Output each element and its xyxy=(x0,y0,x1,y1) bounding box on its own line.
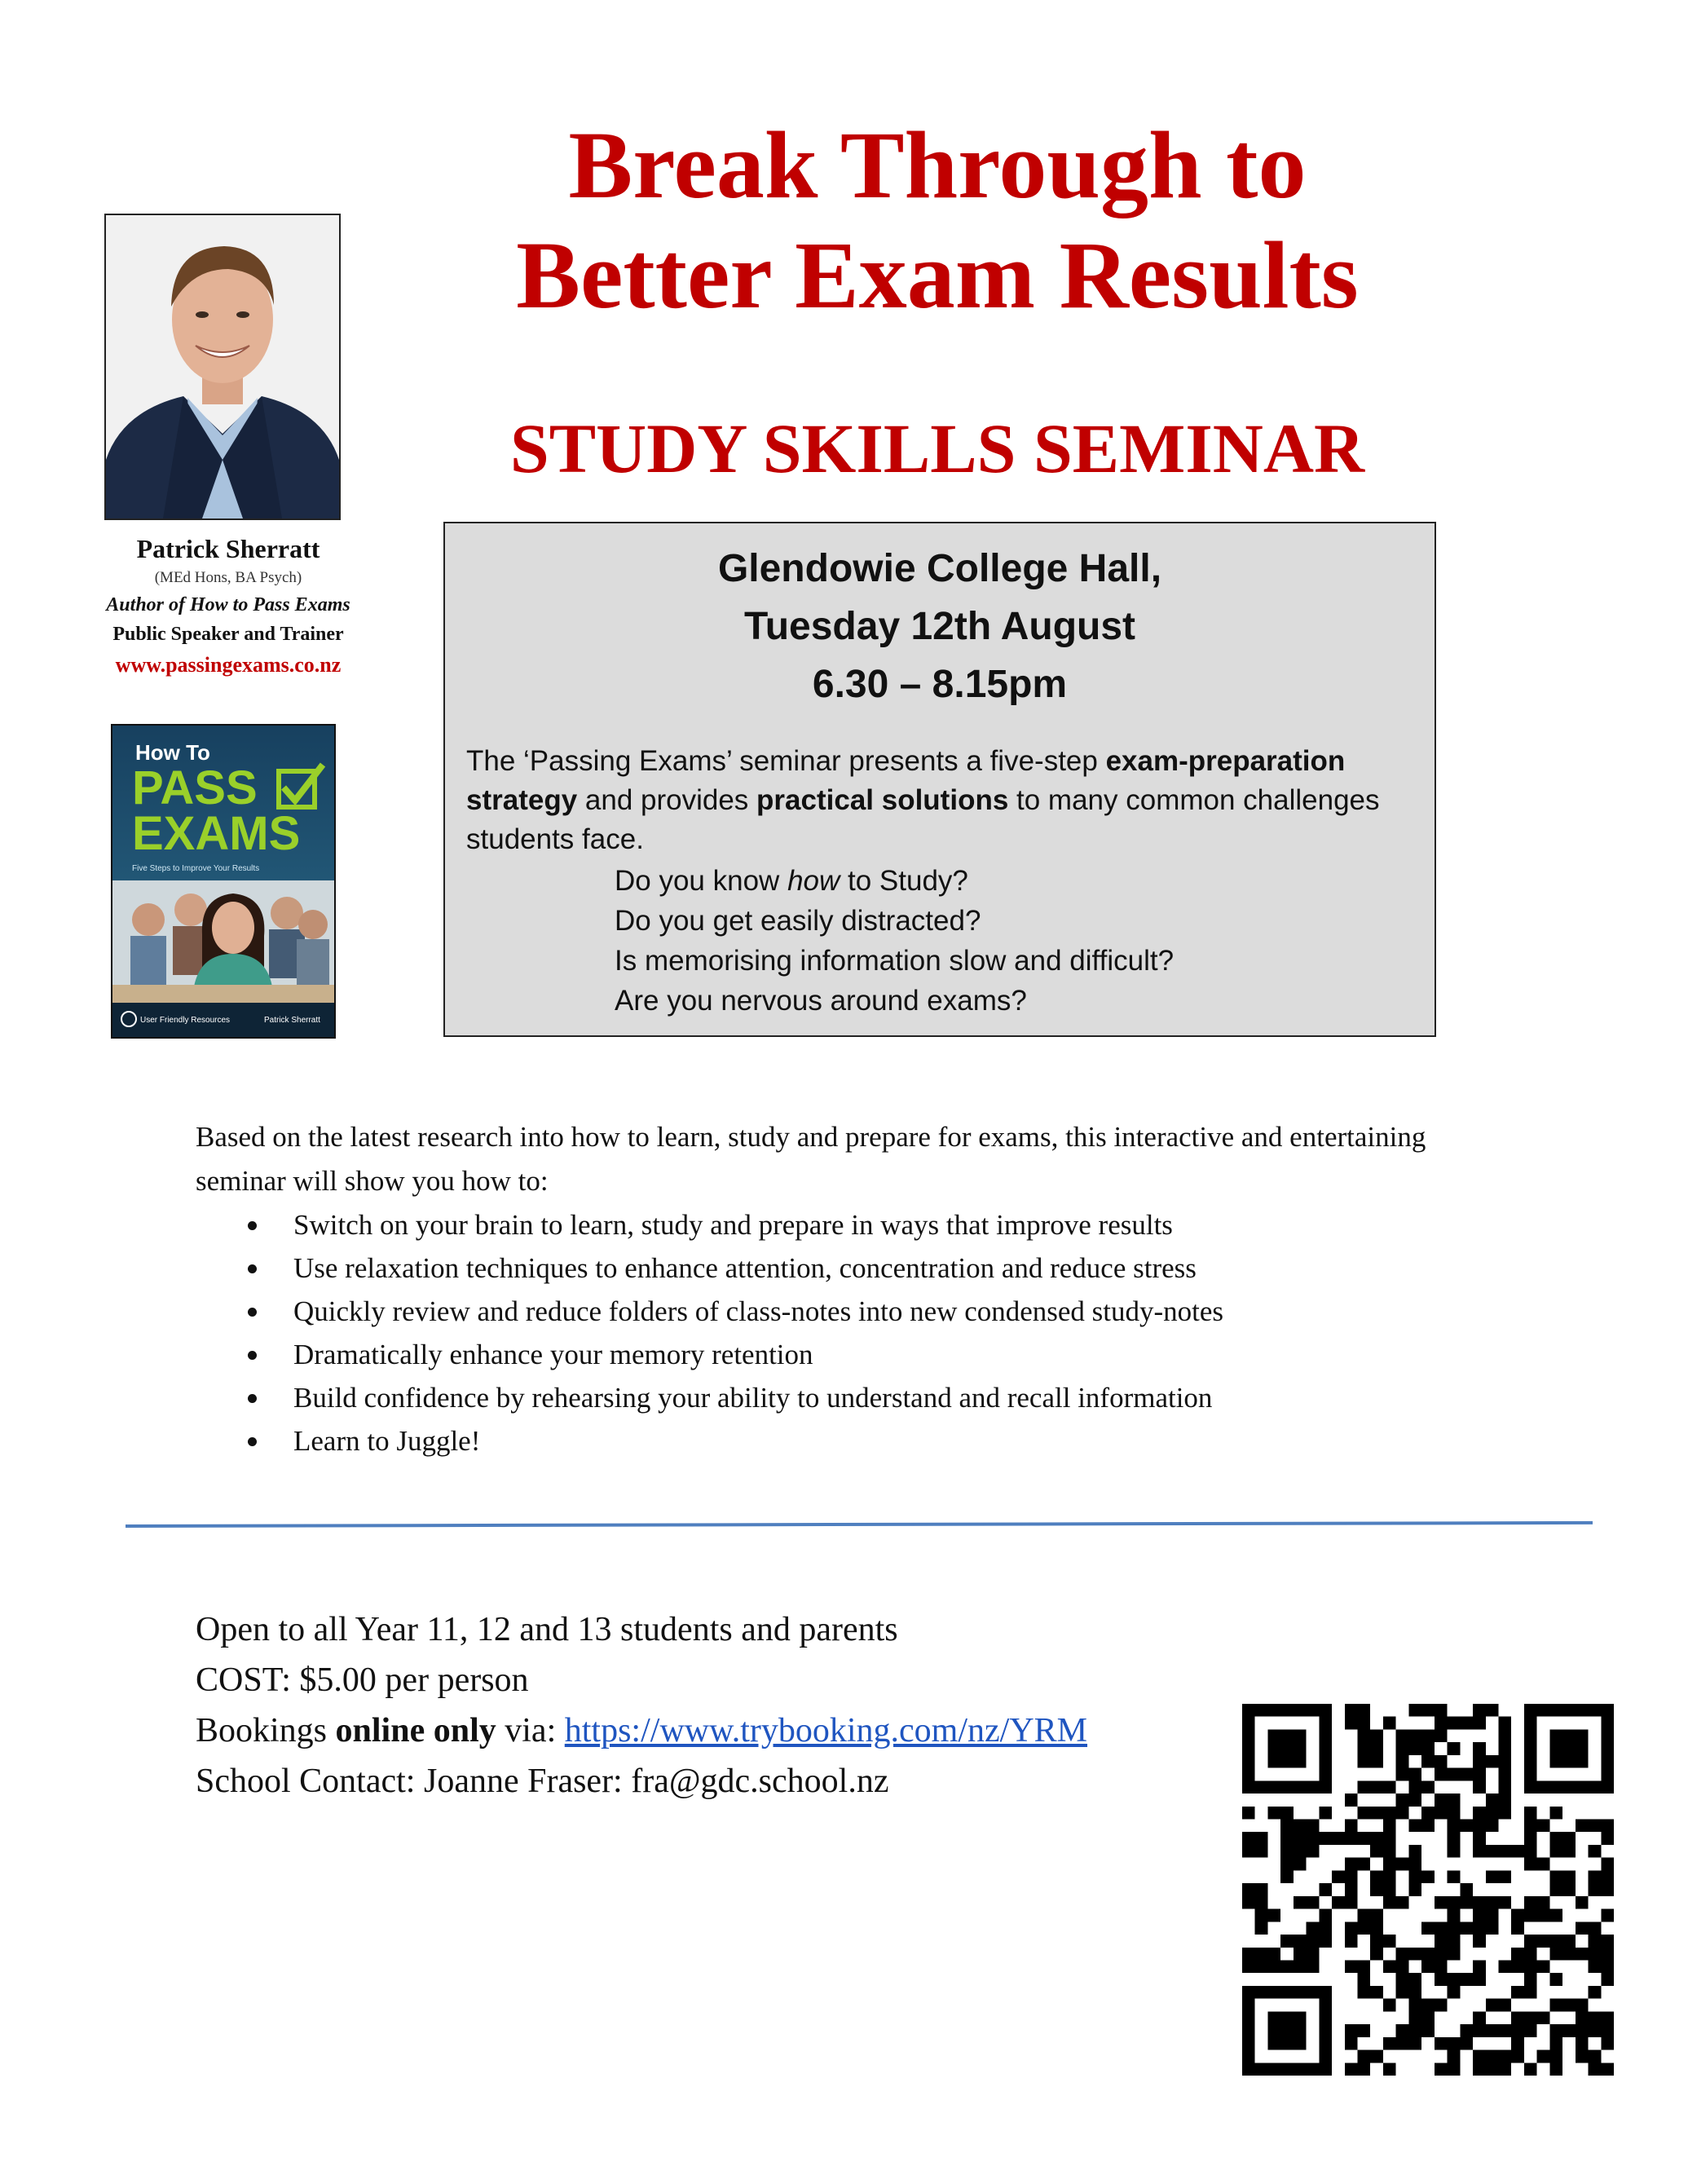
bookings-suffix: via: xyxy=(496,1712,565,1749)
question-emphasis: how xyxy=(787,865,840,897)
list-item xyxy=(196,1290,1500,1333)
question-text: to Study? xyxy=(840,865,968,897)
author-prefix: Author of xyxy=(106,594,190,615)
book-cover-author: Patrick Sherratt xyxy=(264,1016,320,1025)
desc-text-1: The ‘Passing Exams’ seminar presents a five-step xyxy=(466,745,1106,777)
list-item-text: Quickly review and reduce folders of class-notes into new condensed study-notes xyxy=(293,1295,1224,1327)
question-item: Do you get easily distracted? xyxy=(615,905,981,937)
qr-code-icon[interactable] xyxy=(1242,1704,1614,2076)
question-item: Are you nervous around exams? xyxy=(615,985,1027,1017)
subtitle: STUDY SKILLS SEMINAR xyxy=(509,409,1365,488)
desc-bold-2: practical solutions xyxy=(756,784,1009,816)
book-cover-tagline: Five Steps to Improve Your Results xyxy=(132,864,260,873)
booking-details xyxy=(196,1604,1087,1807)
bullet-icon xyxy=(248,1351,257,1360)
author-portrait-image xyxy=(106,215,339,518)
event-date: Tuesday 12th August xyxy=(743,605,1136,648)
list-item-text: Learn to Juggle! xyxy=(293,1425,481,1457)
bullet-icon xyxy=(248,1264,257,1273)
book-cover-image xyxy=(112,726,334,1037)
author-book-title: How to Pass Exams xyxy=(190,594,350,615)
book-cover-word2: EXAMS xyxy=(132,807,301,860)
question-text: Do you know xyxy=(615,865,788,897)
book-cover-top: How To xyxy=(135,740,210,765)
title-line-1: Break Through to xyxy=(568,112,1307,218)
author-book-line xyxy=(49,590,408,620)
event-info-box xyxy=(443,522,1436,1037)
book-cover xyxy=(111,724,336,1039)
author-name: Patrick Sherratt xyxy=(136,534,320,563)
booking-link[interactable]: https://www.trybooking.com/nz/YRM xyxy=(564,1712,1088,1749)
intro-paragraph: Based on the latest research into how to learn, study and prepare for exams, this interactive and entertaining seminar will show you how to: xyxy=(196,1121,1426,1197)
contact-line: School Contact: Joanne Fraser: fra@gdc.school.nz xyxy=(196,1763,889,1800)
desc-bold-1: exam-preparation strategy xyxy=(466,745,1346,816)
desc-text-3: to many common challenges students face. xyxy=(466,784,1380,855)
author-website-link[interactable]: www.passingexams.co.nz xyxy=(115,653,342,677)
question-list xyxy=(615,861,1174,1021)
page-title xyxy=(375,110,1500,330)
question-item xyxy=(615,861,1174,901)
event-time: 6.30 – 8.15pm xyxy=(812,663,1068,706)
list-item-text: Dramatically enhance your memory retention xyxy=(293,1339,813,1370)
benefits-list xyxy=(196,1203,1500,1463)
list-item xyxy=(196,1246,1500,1290)
author-info xyxy=(49,532,408,682)
event-details xyxy=(445,540,1435,713)
cost-line: COST: $5.00 per person xyxy=(196,1661,529,1699)
bookings-bold: online only xyxy=(335,1712,496,1749)
question-item: Is memorising information slow and difficult? xyxy=(615,945,1175,977)
list-item xyxy=(196,1419,1500,1463)
list-item-text: Switch on your brain to learn, study and prepare in ways that improve results xyxy=(293,1209,1173,1241)
list-item xyxy=(196,1203,1500,1246)
list-item xyxy=(196,1333,1500,1376)
bookings-prefix: Bookings xyxy=(196,1712,336,1749)
author-role: Public Speaker and Trainer xyxy=(112,624,344,645)
section-divider xyxy=(126,1521,1593,1528)
audience-line: Open to all Year 11, 12 and 13 students and parents xyxy=(196,1611,898,1648)
list-item-text: Use relaxation techniques to enhance attention, concentration and reduce stress xyxy=(293,1252,1197,1284)
title-line-2: Better Exam Results xyxy=(516,222,1359,329)
event-venue: Glendowie College Hall, xyxy=(717,547,1162,590)
book-cover-publisher: User Friendly Resources xyxy=(140,1016,231,1025)
bullet-icon xyxy=(248,1437,257,1446)
bullet-icon xyxy=(248,1221,257,1230)
author-photo xyxy=(104,214,341,520)
list-item xyxy=(196,1376,1500,1419)
book-cover-word1: PASS xyxy=(132,761,258,814)
event-description xyxy=(466,742,1410,859)
list-item-text: Build confidence by rehearsing your ability to understand and recall information xyxy=(293,1382,1213,1414)
bullet-icon xyxy=(248,1308,257,1317)
bookings-line xyxy=(196,1705,1087,1756)
desc-text-2: and provides xyxy=(577,784,757,816)
author-credentials: (MEd Hons, BA Psych) xyxy=(154,569,302,586)
bullet-icon xyxy=(248,1394,257,1403)
